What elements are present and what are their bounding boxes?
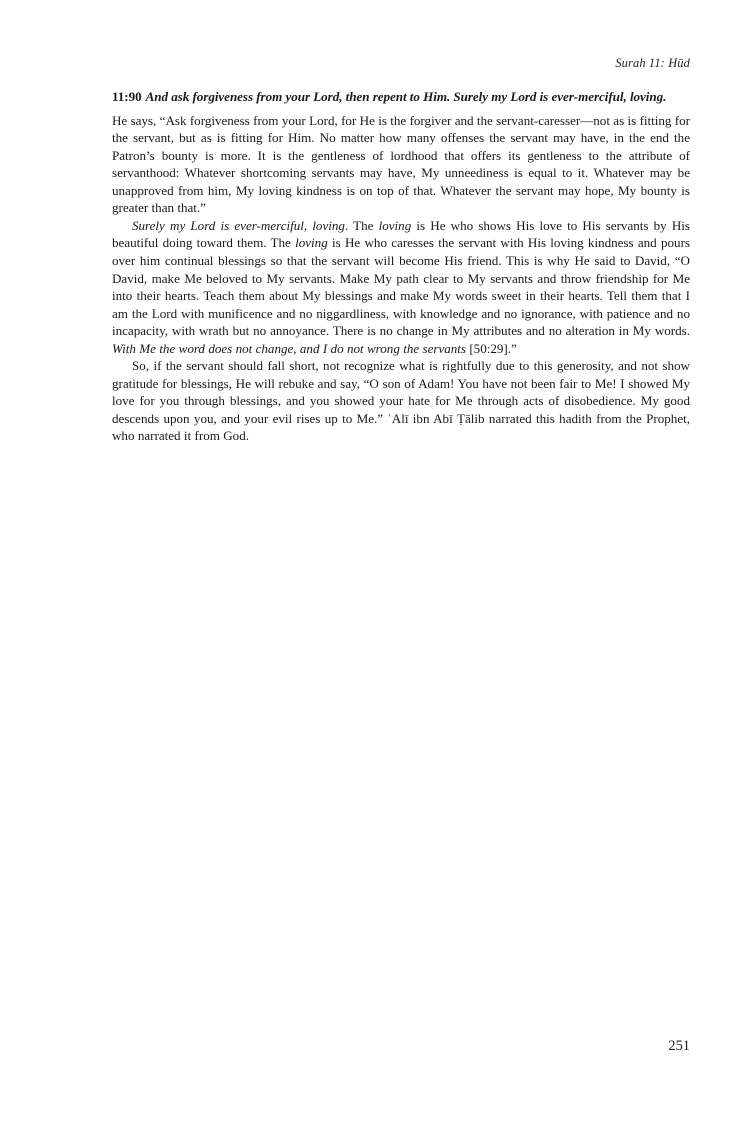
emphasis-loving-first: loving [378,217,412,233]
verse-text: And ask forgiveness from your Lord, then repent to Him. Surely my Lord is ever-merciful, loving. [145,89,667,104]
paragraph-two-segment-a: . The [344,217,379,233]
page-number: 251 [668,1038,690,1054]
running-head: Surah 11: Hūd [615,56,690,70]
paragraph-three: So, if the servant should fall short, not recognize what is rightfully due to this generosity, and not show gratitude for blessings, He will rebuke and say, “O son of Adam! You have not been fair to Me! I showed My love for you through blessings, and you showed your hate for Me through acts of disobedience. My good descends upon you, and your evil rises up to Me.” ʿAlī ibn Abī Ṭālib narrated this hadith from the Prophet, who narrated it from God. [112,358,690,444]
emphasis-loving-second: loving [295,235,328,251]
verse-number: 11:90 [112,89,142,104]
paragraph-two-segment-b: is He who shows His love to His servants by His beautiful doing toward them. The [112,217,690,251]
paragraph-two [112,217,690,357]
paragraph-one: He says, “Ask forgiveness from your Lord, for He is the forgiver and the servant-caresser—not as is fitting for the servant, but as is fitting for Him. No matter how many offenses the servant may have, in the end the Patron’s bounty is more. It is the gentleness of lordhood that offers its gentleness to the attribute of servanthood: Whatever shortcoming servants may have, My unneediness is equal to it. Whatever may be unapproved from him, My loving kindness is on top of that. Whatever the servant may hope, My bounty is greater than that.” [112,112,690,216]
text-block [112,88,690,445]
quran-citation-text: With Me the word does not change, and I do not wrong the servants [112,340,466,356]
lemma-verse-phrase: Surely my Lord is ever-merciful, loving [132,217,345,233]
quran-citation-reference: [50:29].” [465,340,517,356]
verse-heading [112,88,690,106]
paragraph-two-segment-c: is He who caresses the servant with His loving kindness and pours over him continual blessings so that the servant will become His friend. This is why He said to David, “O David, make Me beloved to My servants. Make My path clear to My servants and throw friendship for Me into their hearts. Teach them about My blessings and make My words sweet in their hearts. Tell them that I am the Lord with munificence and no niggardliness, with knowledge and no ignorance, with patience and no incapacity, with wrath but no annoyance. There is no change in My attributes and no alteration in My words. [112,235,690,339]
